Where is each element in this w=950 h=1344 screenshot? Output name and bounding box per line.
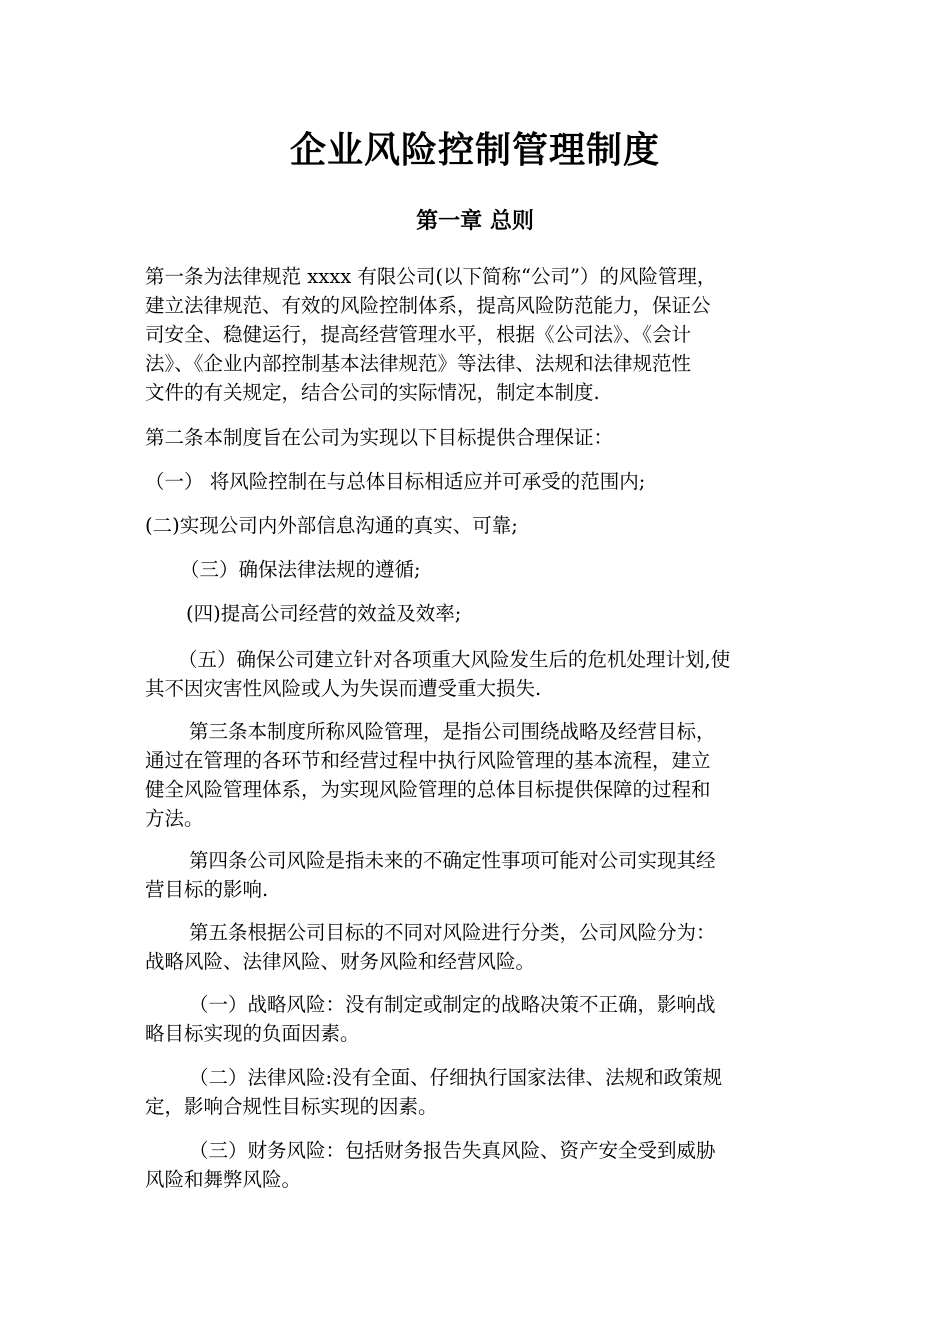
text-line: （一） 将风险控制在与总体目标相适应并可承受的范围内;	[145, 470, 646, 493]
article-2-item-1	[145, 467, 810, 496]
article-3-paragraph	[145, 717, 810, 833]
text-line: 第四条公司风险是指未来的不确定性事项可能对公司实现其经	[189, 849, 716, 872]
text-line: （二）法律风险:没有全面、仔细执行国家法律、法规和政策规	[189, 1066, 723, 1089]
text-line: 文件的有关规定，结合公司的实际情况，制定本制度.	[145, 381, 600, 404]
text-line: 其不因灾害性风险或人为失误而遭受重大损失.	[145, 677, 542, 700]
article-5-item-1	[145, 990, 810, 1048]
text-line: 司安全、稳健运行，提高经营管理水平，根据《公司法》、《会计	[145, 323, 692, 346]
text-line: (二)实现公司内外部信息沟通的真实、可靠;	[145, 514, 518, 537]
article-2-item-3	[180, 555, 845, 584]
chapter-heading: 第一章 总则	[416, 208, 534, 234]
text-line: （一）战略风险：没有制定或制定的战略决策不正确，影响战	[189, 993, 716, 1016]
article-5-item-2	[145, 1063, 810, 1121]
document-title: 企业风险控制管理制度	[289, 129, 660, 171]
article-2-item-4	[186, 599, 851, 628]
text-line: 战略风险、法律风险、财务风险和经营风险。	[145, 950, 536, 973]
text-line: 方法。	[145, 807, 204, 830]
text-line: 通过在管理的各环节和经营过程中执行风险管理的基本流程，建立	[145, 749, 711, 772]
article-5-item-3	[145, 1136, 810, 1194]
text-line: (四)提高公司经营的效益及效率;	[186, 602, 462, 625]
text-line: 略目标实现的负面因素。	[145, 1022, 360, 1045]
text-line: （五）确保公司建立针对各项重大风险发生后的危机处理计划,使	[178, 648, 731, 671]
article-5-paragraph	[145, 918, 810, 976]
text-line: （三）财务风险：包括财务报告失真风险、资产安全受到威胁	[189, 1139, 716, 1162]
text-line: 健全风险管理体系，为实现风险管理的总体目标提供保障的过程和	[145, 778, 711, 801]
article-2-item-2	[145, 511, 810, 540]
article-2-item-5	[145, 645, 810, 703]
text-line: 法》、《企业内部控制基本法律规范》等法律、法规和法律规范性	[145, 352, 692, 375]
text-line: （三）确保法律法规的遵循;	[180, 558, 421, 581]
text-line: 风险和舞弊风险。	[145, 1168, 302, 1191]
text-line: 第一条为法律规范 xxxx 有限公司(以下简称“公司”）的风险管理，	[145, 265, 717, 288]
article-1-paragraph	[145, 262, 810, 407]
text-line: 定，影响合规性目标实现的因素。	[145, 1095, 438, 1118]
article-4-paragraph	[145, 846, 810, 904]
text-line: 营目标的影响.	[145, 878, 269, 901]
text-line: 第三条本制度所称风险管理，是指公司围绕战略及经营目标，	[189, 720, 716, 743]
text-line: 第二条本制度旨在公司为实现以下目标提供合理保证：	[145, 426, 614, 449]
text-line: 建立法律规范、有效的风险控制体系，提高风险防范能力，保证公	[145, 294, 711, 317]
text-line: 第五条根据公司目标的不同对风险进行分类，公司风险分为：	[189, 921, 716, 944]
article-2-paragraph	[145, 423, 810, 452]
